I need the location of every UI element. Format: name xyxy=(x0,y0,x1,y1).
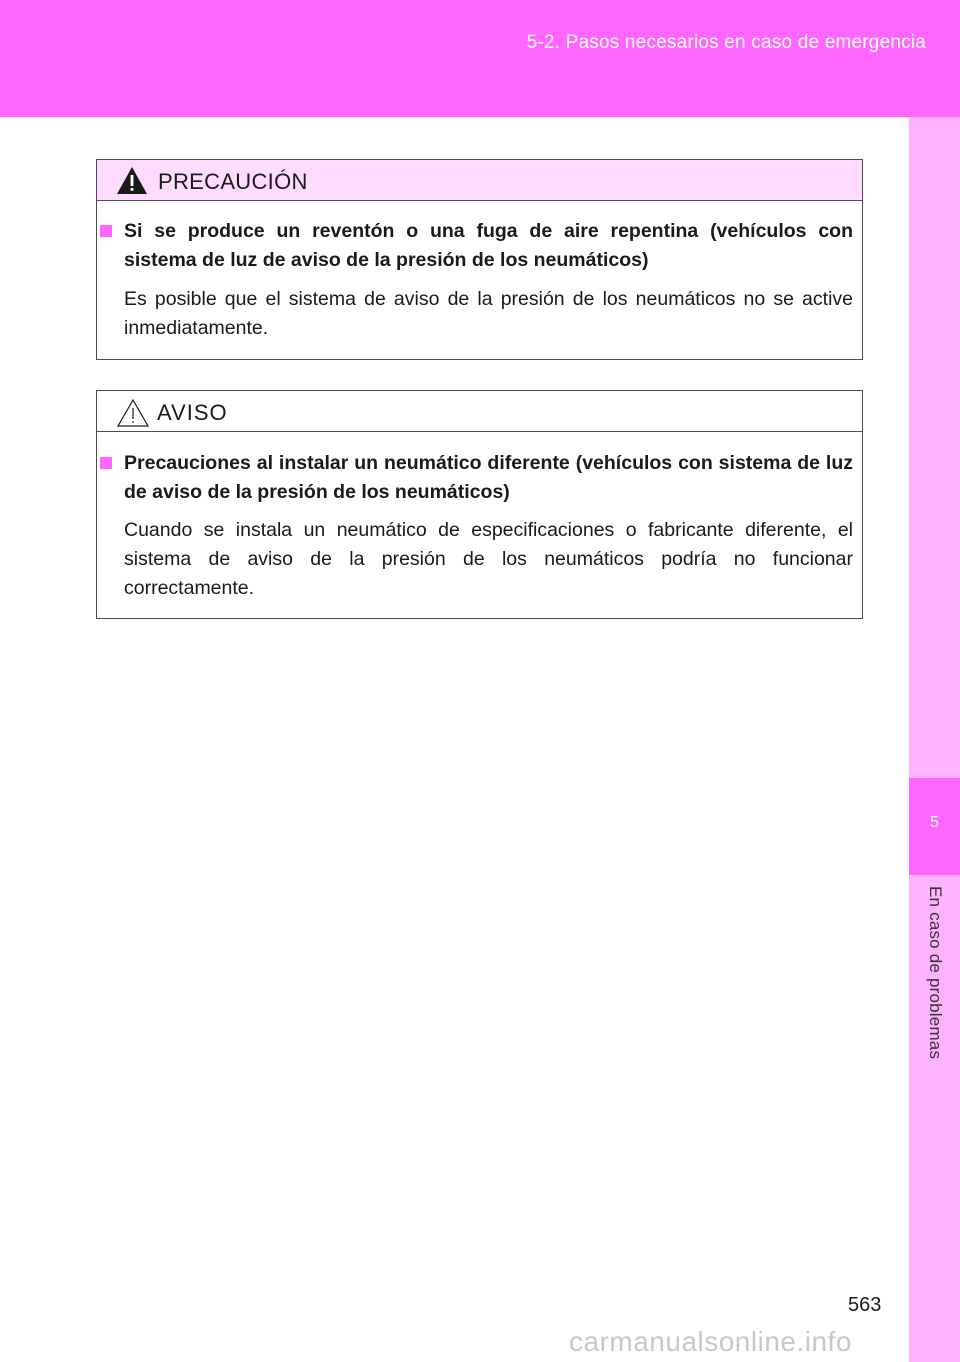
square-bullet-icon xyxy=(100,225,112,237)
caution-title: PRECAUCIÓN xyxy=(158,169,308,194)
caution-text: Es posible que el sistema de aviso de la presión de los neumáticos no se active inmediatamente. xyxy=(124,288,853,339)
chapter-sidebar xyxy=(909,117,960,1362)
notice-text: Cuando se instala un neumático de especificaciones o fabricante diferente, el sistema de aviso de la presión de los neumáticos podría no funcionar correctamente. xyxy=(124,519,853,599)
chapter-tab[interactable] xyxy=(909,778,960,875)
watermark: carmanualsonline.info xyxy=(569,1326,852,1357)
warning-outline-icon xyxy=(116,398,150,428)
notice-title: AVISO xyxy=(157,400,228,425)
caution-heading xyxy=(124,217,853,275)
caution-header xyxy=(97,160,862,201)
chapter-label-text: En caso de problemas xyxy=(926,886,945,1060)
square-bullet-icon xyxy=(100,457,112,469)
caution-body xyxy=(97,201,862,343)
caution-box xyxy=(96,159,863,360)
page-number: 563 xyxy=(848,1294,882,1316)
chapter-label xyxy=(913,886,957,1092)
header-band xyxy=(0,0,960,117)
notice-header xyxy=(97,391,862,432)
notice-heading xyxy=(124,449,853,507)
section-title: 5-2. Pasos necesarios en caso de emergencia xyxy=(526,32,926,53)
caution-heading-text: Si se produce un reventón o una fuga de aire repentina (vehículos con sistema de luz de aviso de la presión de los neumáticos) xyxy=(124,220,853,271)
notice-heading-text: Precauciones al instalar un neumático diferente (vehículos con sistema de luz de aviso de la presión de los neumáticos) xyxy=(124,452,853,503)
notice-body xyxy=(97,432,862,603)
chapter-number: 5 xyxy=(930,814,939,831)
warning-filled-icon xyxy=(116,166,148,195)
notice-box xyxy=(96,390,863,619)
